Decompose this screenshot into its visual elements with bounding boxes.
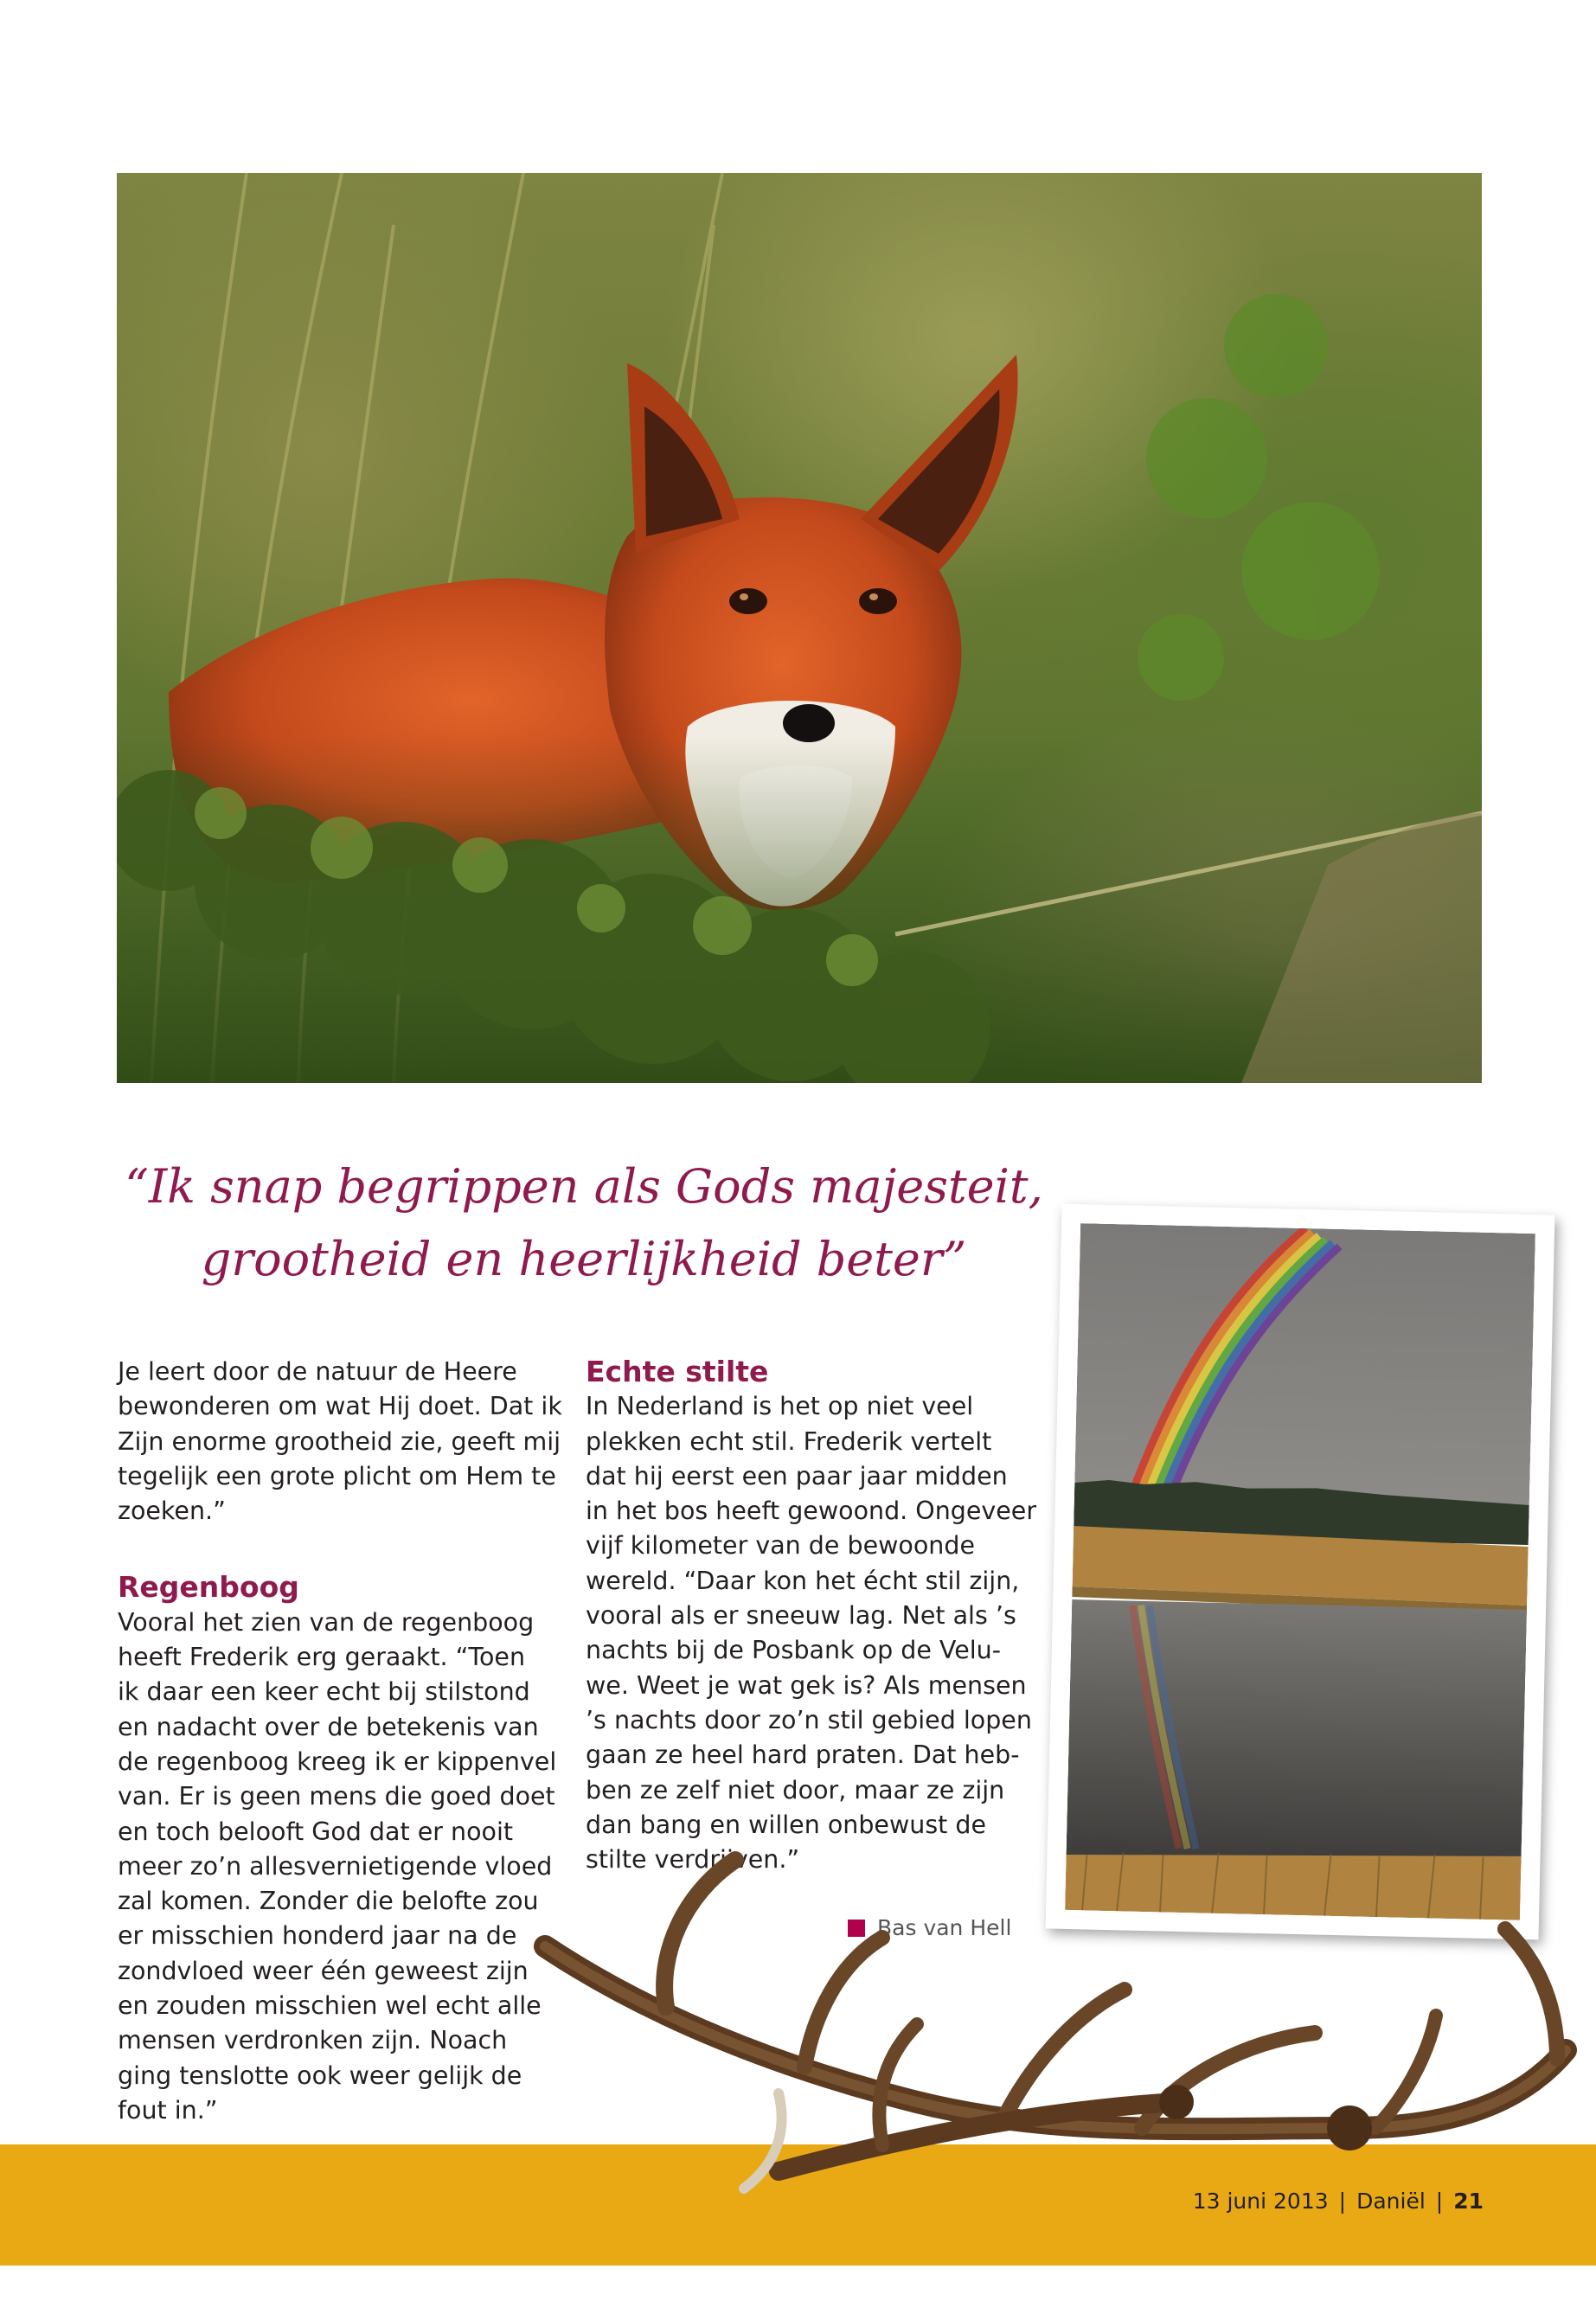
pull-quote-line-1: “Ik snap begrippen als Gods majesteit, bbox=[125, 1159, 1043, 1214]
footer-text bbox=[1193, 2189, 1484, 2214]
text-line: dan bang en willen onbewust de bbox=[586, 1810, 987, 1839]
antlers-illustration bbox=[519, 1843, 1596, 2223]
text-line: ’s nachts door zo’n stil gebied lopen bbox=[586, 1705, 1032, 1734]
text-line: er misschien honderd jaar na de bbox=[118, 1921, 517, 1951]
text-line: stilte verdrijven.” bbox=[586, 1845, 800, 1875]
text-line: mensen verdronken zijn. Noach bbox=[118, 2026, 508, 2055]
text-line: en zouden misschien wel echt alle bbox=[118, 1991, 542, 2021]
text-line: Zijn enorme grootheid zie, geeft mij bbox=[118, 1426, 561, 1456]
footer-date: 13 juni 2013 bbox=[1192, 2189, 1329, 2214]
text-line: plekken echt stil. Frederik vertelt bbox=[586, 1426, 992, 1456]
text-line: Je leert door de natuur de Heere bbox=[118, 1357, 517, 1386]
text-line: In Nederland is het op niet veel bbox=[586, 1392, 974, 1421]
text-line: en nadacht over de betekenis van bbox=[118, 1712, 539, 1741]
text-line: ging tenslotte ook weer gelijk de bbox=[118, 2061, 522, 2090]
footer-magazine-name: Daniël bbox=[1356, 2189, 1426, 2214]
text-line: bewonderen om wat Hij doet. Dat ik bbox=[118, 1392, 562, 1421]
fox-photo bbox=[117, 173, 1482, 1083]
text-line: en toch belooft God dat er nooit bbox=[118, 1817, 514, 1846]
text-line: wereld. “Daar kon het écht stil zijn, bbox=[586, 1566, 1020, 1595]
pull-quote-line-2: grootheid en heerlijkheid beter” bbox=[201, 1232, 967, 1286]
pull-quote bbox=[117, 1150, 1051, 1296]
text-line: zal komen. Zonder die belofte zou bbox=[118, 1887, 539, 1916]
article-column-left bbox=[118, 1355, 567, 2128]
text-line: de regenboog kreeg ik er kippenvel bbox=[118, 1747, 557, 1776]
text-line: ben ze zelf niet door, maar ze zijn bbox=[586, 1775, 1005, 1804]
rainbow-photo bbox=[1065, 1223, 1535, 1920]
fox-illustration bbox=[117, 173, 1482, 1083]
text-line: dat hij eerst een paar jaar midden bbox=[586, 1461, 1008, 1490]
text-line: zoeken.” bbox=[118, 1497, 226, 1526]
byline-author: Bas van Hell bbox=[877, 1915, 1012, 1940]
text-line: meer zo’n allesvernietigende vloed bbox=[118, 1851, 553, 1881]
footer-page-number: 21 bbox=[1453, 2189, 1484, 2214]
section-heading-echte-stilte: Echte stilte bbox=[586, 1355, 769, 1388]
text-line: we. Weet je wat gek is? Als mensen bbox=[586, 1670, 1027, 1700]
regenboog-paragraph bbox=[118, 1606, 567, 2128]
text-line: vijf kilometer van de bewoonde bbox=[586, 1531, 975, 1561]
text-line: van. Er is geen mens die goed doet bbox=[118, 1782, 555, 1811]
text-line: ik daar een keer echt bij stilstond bbox=[118, 1677, 530, 1707]
rainbow-photo-card bbox=[1046, 1204, 1555, 1940]
intro-paragraph bbox=[118, 1355, 567, 1529]
text-line: nachts bij de Posbank op de Velu- bbox=[586, 1636, 1002, 1665]
text-line: in het bos heeft gewoond. Ongeveer bbox=[586, 1497, 1037, 1526]
text-line: tegelijk een grote plicht om Hem te bbox=[118, 1461, 556, 1490]
text-line: Vooral het zien van de regenboog bbox=[118, 1607, 535, 1637]
text-line: gaan ze heel hard praten. Dat heb- bbox=[586, 1740, 1020, 1770]
text-line: vooral als er sneeuw lag. Net als ’s bbox=[586, 1601, 1016, 1631]
footer-separator: | bbox=[1435, 2189, 1444, 2214]
text-line: fout in.” bbox=[118, 2095, 218, 2125]
footer-separator: | bbox=[1338, 2189, 1347, 2214]
text-line: zondvloed weer één geweest zijn bbox=[118, 1956, 529, 1985]
section-heading-regenboog: Regenboog bbox=[118, 1570, 299, 1605]
text-line: heeft Frederik erg geraakt. “Toen bbox=[118, 1643, 526, 1672]
echte-stilte-paragraph bbox=[586, 1389, 1035, 1877]
rainbow-landscape-illustration bbox=[1065, 1223, 1535, 1920]
article-column-middle bbox=[586, 1355, 1035, 1877]
